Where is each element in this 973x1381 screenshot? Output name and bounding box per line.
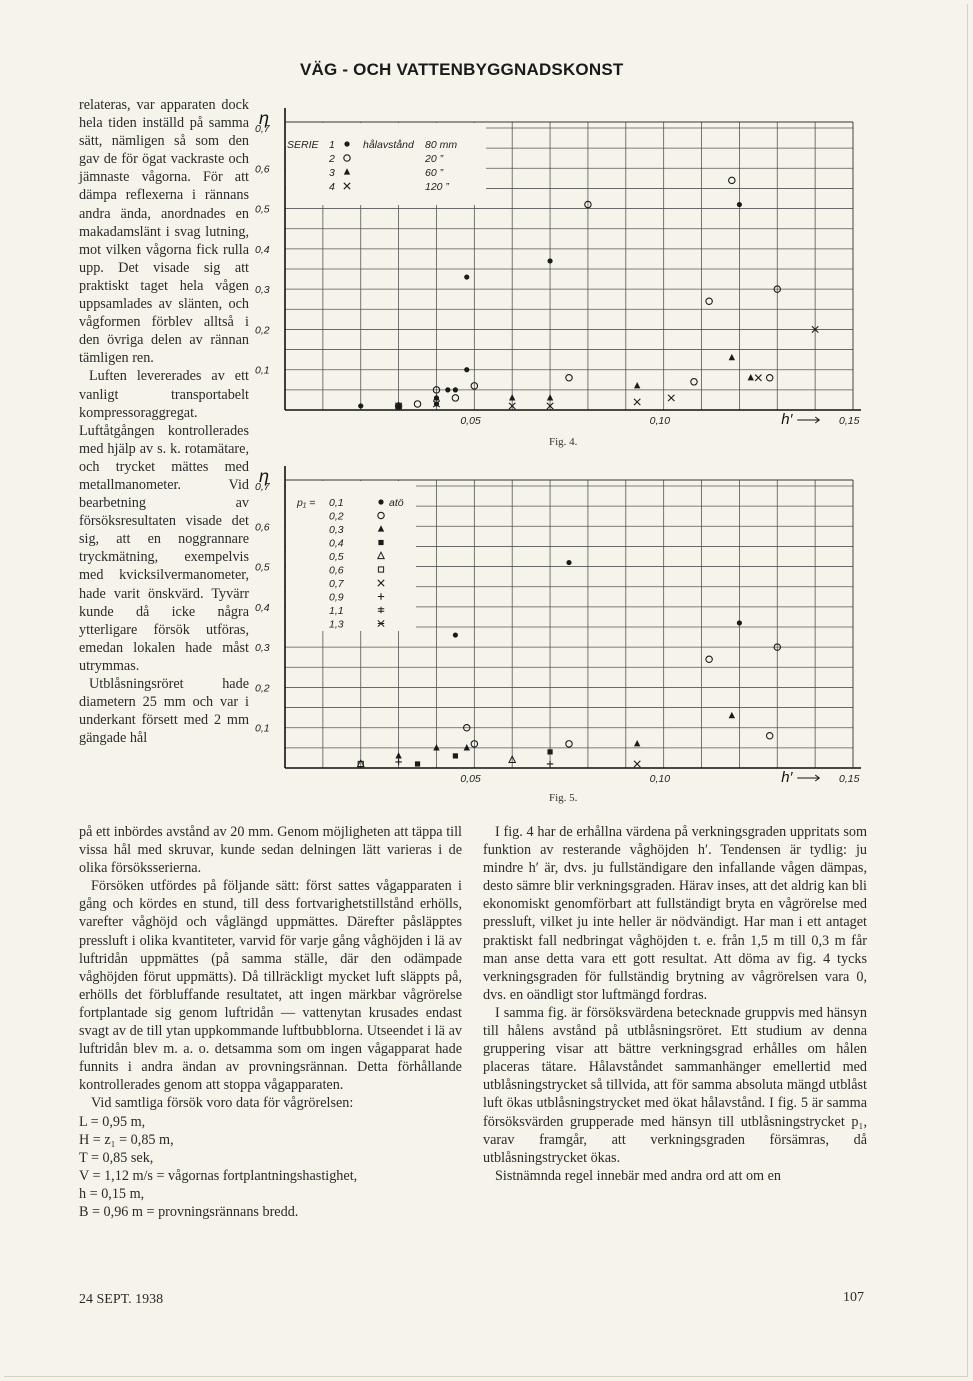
- data-point: [358, 403, 363, 408]
- data-point: [766, 375, 772, 381]
- x-axis-arrow: [797, 775, 819, 781]
- data-point: [453, 753, 458, 758]
- data-point: [766, 733, 772, 739]
- page-header: VÄG - OCH VATTENBYGGNADSKONST: [300, 60, 624, 79]
- data-point: [414, 401, 420, 407]
- left-paragraph: Utblåsningsröret hade diametern 25 mm och var i underkant försett med 2 mm gängade hål: [79, 676, 249, 747]
- x-tick-label: 0,15: [839, 773, 860, 785]
- y-tick-label: 0,6: [255, 163, 270, 176]
- data-line: h = 0,15 m,: [79, 1185, 145, 1202]
- y-tick-label: 0,7: [255, 123, 270, 135]
- data-point: [634, 382, 640, 388]
- legend-series-number: 3: [329, 167, 335, 179]
- data-point: [566, 375, 572, 381]
- data-point: [547, 761, 553, 767]
- legend-value: 0,3: [329, 524, 344, 536]
- data-point: [755, 375, 761, 381]
- data-point: [634, 399, 640, 405]
- data-point: [395, 752, 401, 758]
- x-tick-label: 0,15: [839, 415, 860, 427]
- data-point: [566, 741, 572, 747]
- y-axis-label: η: [259, 108, 269, 128]
- data-line: B = 0,96 m = provningsrännans bredd.: [79, 1203, 299, 1220]
- data-point: [547, 258, 552, 263]
- x-axis-label: h′: [781, 411, 793, 428]
- legend-value: 0,5: [329, 551, 344, 563]
- y-tick-label: 0,4: [255, 601, 270, 614]
- left-paragraph: relateras, var apparaten dock hela tiden inställd på samma sätt, nämligen så som den gav de för ögat vackraste och jämnaste vågorna. För att dämpa reflexerna i rännans andra ända, anordnades en makadamslänt i svag lutning, mot vilken vågorna fick rulla upp. Det visade sig att praktiskt taget hela vågen uppsamlades av slänten, och vågformen förblev alltså i den övriga delen av rännan tämligen ren.: [79, 97, 249, 367]
- legend-label: 20 ”: [425, 153, 444, 165]
- data-point: [634, 740, 640, 746]
- data-point: [445, 387, 450, 392]
- y-tick-label: 0,5: [255, 561, 270, 574]
- right-paragraph: I fig. 4 har de erhållna värdena på verkningsgraden uppritats som funktion av resterande våghöjden h′. Tendensen är tydlig: ju mindre h′ är, dvs. ju fullständigare den infallande vågen dämpas, desto sämre blir verkningsgraden. Härav inses, att det aldrig kan bli ekonomiskt genomförbart att fullständigt bryta en vågrörelse med pressluft, vilket ju inte heller är nödvändigt. Har man i ett antaget praktiskt fall nedbringat våghöjden t. e. från 1,5 m till 0,3 m får man anse detta vara ett gott resultat. Att döma av fig. 4 tycks verkningsgraden för fullständig brytning av vågrörelsen vara 0, dvs. en oändligt stor luftmängd fordras.: [483, 824, 867, 1003]
- data-point: [547, 394, 553, 400]
- lower-left-column: [79, 823, 462, 1221]
- data-point: [453, 387, 458, 392]
- data-line: T = 0,85 sek,: [79, 1149, 154, 1166]
- legend-series-number: 1: [329, 139, 335, 151]
- legend-unit: hålavstånd: [363, 139, 414, 151]
- data-point: [729, 354, 735, 360]
- data-line: V = 1,12 m/s = vågornas fortplantningshastighet,: [79, 1167, 358, 1184]
- legend-label: 120 ”: [425, 181, 449, 193]
- y-tick-label: 0,3: [255, 642, 270, 655]
- legend-value: 0,1: [329, 497, 344, 509]
- right-column: [483, 823, 867, 1185]
- legend-value: 1,3: [329, 618, 344, 631]
- y-tick-label: 0,4: [255, 243, 270, 256]
- legend-value: 1,1: [329, 605, 344, 617]
- legend-title: SERIE: [287, 139, 319, 151]
- y-tick-label: 0,1: [255, 364, 270, 377]
- data-point: [737, 202, 742, 207]
- y-tick-label: 0,5: [255, 203, 270, 216]
- data-point: [634, 761, 640, 767]
- left-paragraph: Luften levererades av ett vanligt transportabelt kompressoraggregat. Luftåtgången kontrollerades med hjälp av s. k. rotamätare, och trycket mättes med metallmanometer. Vid bearbetning av försöksresultaten visade det sig, att en noggrannare tryckmätning, exempelvis med kvicksilvermanometer, hade varit önskvärd. Tyvärr kunde då icke några ytterligare försök utföras, emedan lokalen hade måst utrymmas.: [79, 368, 249, 674]
- legend-label: 60 ”: [425, 167, 444, 179]
- fig5-caption: Fig. 5.: [549, 792, 578, 804]
- data-line: H = z₁ = 0,85 m,: [79, 1131, 174, 1148]
- legend-series-number: 4: [329, 181, 335, 193]
- legend-value: 0,6: [329, 564, 344, 577]
- data-point: [453, 632, 458, 637]
- legend-title: p₁ =: [297, 497, 316, 509]
- legend-series-number: 2: [329, 153, 335, 165]
- x-axis-label: h′: [781, 769, 793, 786]
- data-point: [395, 759, 401, 765]
- y-axis-label: η: [259, 466, 269, 486]
- fig5-chart: [245, 450, 885, 790]
- data-point: [464, 744, 470, 750]
- data-point: [691, 379, 697, 385]
- x-tick-label: 0,05: [460, 415, 481, 427]
- data-point: [668, 395, 674, 401]
- data-point: [566, 560, 571, 565]
- lower-left-paragraph: på ett inbördes avstånd av 20 mm. Genom möjligheten att täppa till vissa hål med skruvar, kunde sedan delningen lätt varieras i de olika försöksserierna.: [79, 824, 462, 877]
- data-point: [748, 374, 754, 380]
- data-point: [737, 620, 742, 625]
- x-axis-arrow: [797, 417, 819, 423]
- y-tick-label: 0,3: [255, 284, 270, 297]
- legend-marker: [344, 141, 349, 146]
- legend-marker: [378, 499, 383, 504]
- data-point: [433, 744, 439, 750]
- legend-value: 0,7: [329, 578, 344, 590]
- legend-unit: atö: [389, 497, 404, 509]
- y-tick-label: 0,2: [255, 682, 270, 695]
- legend-label: 80 mm: [425, 139, 458, 151]
- legend-value: 0,2: [329, 510, 344, 523]
- data-point: [706, 656, 712, 662]
- fig4-caption: Fig. 4.: [549, 436, 578, 448]
- data-point: [729, 712, 735, 718]
- data-point: [452, 395, 458, 401]
- y-tick-label: 0,7: [255, 481, 270, 493]
- legend-value: 0,9: [329, 591, 344, 604]
- data-point: [464, 274, 469, 279]
- lower-left-paragraph: Vid samtliga försök voro data för vågrörelsen:: [91, 1095, 354, 1112]
- data-point: [415, 761, 420, 766]
- legend-marker: [378, 540, 383, 545]
- data-line: L = 0,95 m,: [79, 1113, 146, 1130]
- data-point: [509, 394, 515, 400]
- data-point: [706, 298, 712, 304]
- x-tick-label: 0,10: [649, 773, 671, 785]
- footer-page-number: 107: [843, 1290, 864, 1305]
- x-tick-label: 0,10: [649, 415, 671, 427]
- data-point: [464, 367, 469, 372]
- right-paragraph: I samma fig. är försöksvärdena betecknade gruppvis med hänsyn till hålens avstånd på utblåsningsröret. Ett studium av denna gruppering visar att bättre verkningsgrad erhålles om hålen placeras tätare. Hålavståndet sammanhänger emellertid med utblåsningstrycket så tillvida, att för samma absoluta mängd utblåst luft ökas utblåsningstrycket med ökat hålavstånd. I fig. 5 är samma försöksvärden grupperade med hänsyn till utblåsningstrycket p₁, varav framgår, att verkningsgraden försämras, då utblåsningstrycket ökas.: [483, 1004, 867, 1166]
- y-tick-label: 0,1: [255, 722, 270, 735]
- y-tick-label: 0,2: [255, 324, 270, 337]
- x-tick-label: 0,05: [460, 773, 481, 785]
- legend-background: [286, 123, 486, 205]
- fig4-chart: [245, 92, 885, 432]
- left-column: [79, 96, 249, 747]
- legend-value: 0,4: [329, 537, 344, 550]
- data-point: [547, 749, 552, 754]
- lower-left-paragraph: Försöken utfördes på följande sätt: först sattes vågapparaten i gång och kördes en stund, till dess fortvarighetstillstånd erhölls, varefter våghöjd och våglängd uppmättes. Därefter påsläpptes pressluft i olika kvantiteter, varvid för varje gång våghöjden i lä av luftridån uppmättes (på samma ställe, där den odämpade våghöjden förut uppmätts). Då tillräckligt mycket luft släppts på, erhölls det förbluffande resultatet, att ingen märkbar vågrörelse fortplantade sig genom luftridån — vattenytan krusades endast svagt av de till ytan uppkommande luftbubblorna. Utseendet i lä av luftridån blev m. a. o. detsamma som om ingen vågapparat hade funnits i andra ändan av provningsrännan. Detta förhållande kontrollerades genom att stoppa vågapparaten.: [79, 878, 462, 1094]
- footer-date: 24 SEPT. 1938: [79, 1292, 164, 1307]
- right-paragraph: Sistnämnda regel innebär med andra ord att om en: [495, 1167, 782, 1184]
- data-point: [729, 177, 735, 183]
- y-tick-label: 0,6: [255, 521, 270, 534]
